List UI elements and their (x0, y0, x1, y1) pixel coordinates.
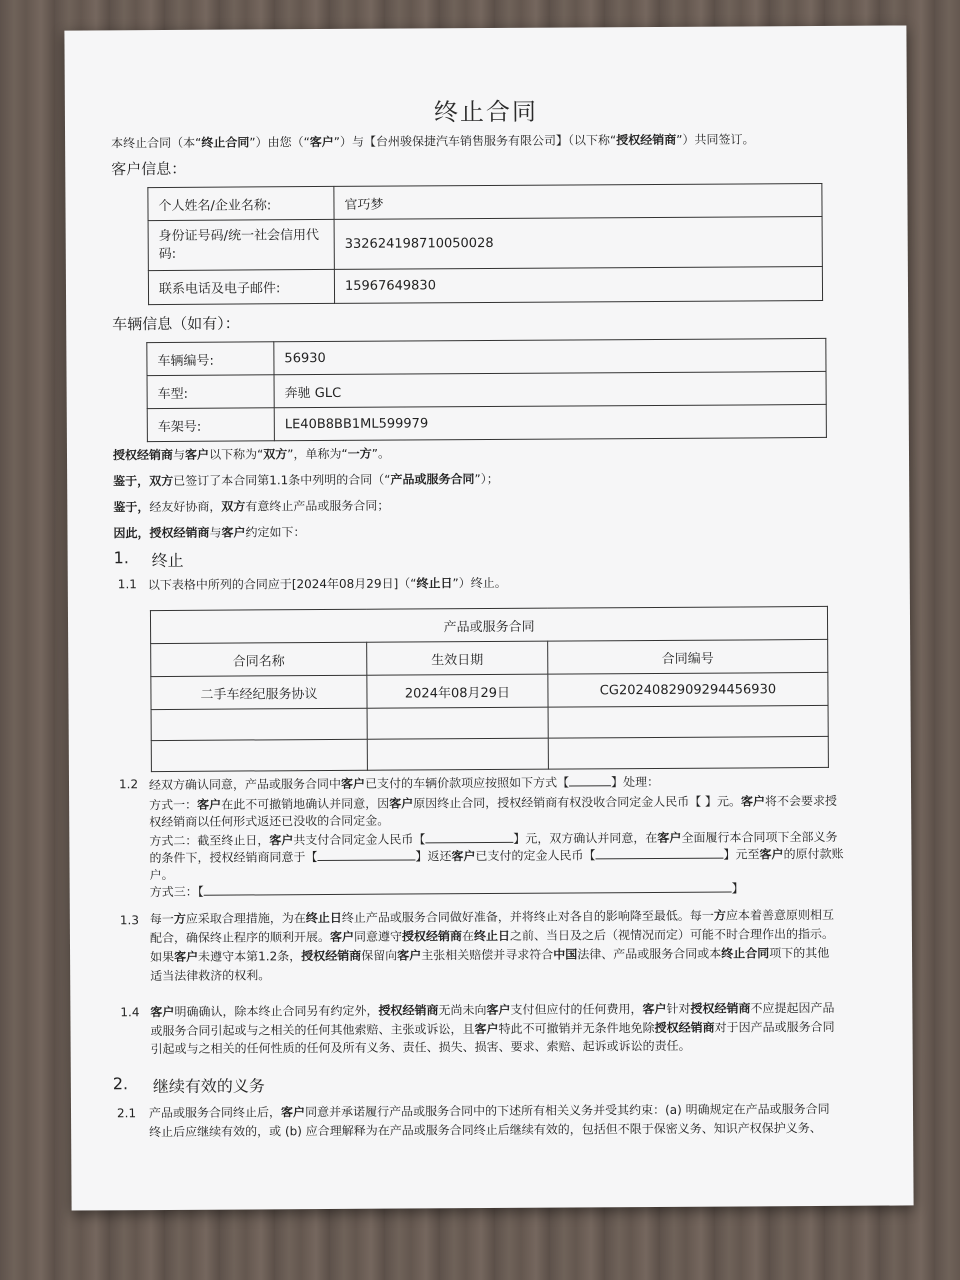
table-row (151, 736, 828, 771)
clause-1-2-method-2: 方式二：截至终止日，客户共支付合同定金人民币【 】元，双方确认并同意，在客户全面履行本合同项下全部义务 (149, 829, 838, 849)
header-effective-date: 生效日期 (367, 641, 548, 675)
customer-id-value: 332624198710050028 (334, 216, 822, 269)
clause-1-4-number: 1.4 (120, 1005, 140, 1020)
recital-whereas-2: 鉴于，经友好协商，双方有意终止产品或服务合同； (113, 498, 390, 515)
cell-empty (367, 707, 548, 739)
vehicle-number-value: 56930 (274, 338, 826, 374)
cell-effective-date: 2024年08月29日 (367, 674, 548, 708)
recital-therefore: 因此，授权经销商与客户约定如下： (113, 525, 306, 541)
customer-info-heading: 客户信息： (111, 159, 187, 179)
recital-whereas-1: 鉴于，双方已签订了本合同第1.1条中列明的合同（“产品或服务合同”）； (113, 471, 499, 489)
section-1-title: 终止 (151, 550, 184, 571)
table-header-row (151, 639, 828, 676)
table-row (148, 183, 822, 220)
vehicle-info-table (146, 338, 827, 442)
cell-empty (367, 738, 548, 770)
table-row (151, 705, 828, 740)
table-row (151, 672, 828, 709)
clause-1-2-method-1-cont: 权经销商以任何形式返还已没收的合同定金。 (149, 813, 390, 830)
clause-1-3-line-3: 如果客户未遵守本第1.2条，授权经销商保留向客户主张相关赔偿并寻求符合中国法律、产品或服务合同或本终止合同项下的其他 (150, 945, 830, 965)
contract-document (64, 25, 913, 1210)
vehicle-model-value: 奔驰 GLC (274, 371, 826, 407)
table-row (147, 371, 826, 408)
cell-contract-number: CG20240829092944569​30 (548, 672, 828, 707)
clause-2-1-number: 2.1 (116, 1106, 137, 1121)
clause-1-2-method-2-end: 户。 (149, 867, 174, 883)
section-2-number: 2. (112, 1074, 129, 1094)
clause-1-3-line-4: 适当法律救济的权利。 (150, 968, 271, 984)
section-1-number: 1. (113, 548, 129, 568)
customer-contact-value: 15967649830 (334, 266, 822, 303)
recital-parties: 授权经销商与客户以下称为“双方”，单称为“一方”。 (112, 446, 390, 463)
customer-id-label: 身份证号码/统一社会信用代码: (148, 219, 334, 270)
clause-2-1-line-2: 终止后应继续有效的，或 (b) 应合理解释为在产品或服务合同终止后继续有效的，包括但不限于保密义务、知识产权保护义务、 (149, 1120, 822, 1140)
customer-name-value: 官巧梦 (334, 183, 822, 219)
vehicle-vin-label: 车架号: (147, 408, 274, 442)
intro-paragraph: 本终止合同（本“终止合同”）由您（“客户”）与【台州骏保捷汽车销售服务有限公司】（以下称“授权经销商”）共同签订。 (111, 132, 755, 151)
clause-1-2-method-3: 方式三：【 】 (149, 881, 744, 900)
vehicle-number-label: 车辆编号: (147, 342, 274, 376)
clause-1-2-method-2-cont: 的条件下，授权经销商同意于【 】返还客户已支付的定金人民币【 】元至客户的原付款账 (149, 846, 844, 866)
clause-1-1-text: 以下表格中所列的合同应于[2024年08月29日]（“终止日”）终止。 (147, 575, 507, 593)
document-title: 终止合同 (433, 97, 538, 127)
clause-1-2-number: 1.2 (118, 777, 139, 792)
header-contract-number: 合同编号 (548, 639, 828, 674)
section-2-title: 继续有效的义务 (152, 1076, 265, 1097)
customer-contact-label: 联系电话及电子邮件: (148, 269, 334, 304)
cell-empty (548, 736, 828, 769)
header-contract-name: 合同名称 (151, 642, 367, 676)
clause-1-1-number: 1.1 (117, 577, 137, 592)
clause-1-4-line-1: 客户明确确认，除本终止合同另有约定外，授权经销商无尚未向客户支付但应付的任何费用，客户针对授权经销商不应提起因产品 (150, 1000, 835, 1020)
customer-info-table (147, 183, 823, 305)
table-caption-row (150, 606, 827, 643)
table-row (147, 404, 826, 441)
customer-name-label: 个人姓名/企业名称: (148, 186, 334, 220)
table-row (148, 266, 822, 304)
contract-list-table (150, 606, 829, 772)
clause-1-3-line-2: 配合，确保终止程序的顺利开展。客户同意遵守授权经销商在终止日之前、当日及之后（视情况而定）可能不时合理作出的指示。 (149, 926, 835, 946)
table-row (148, 216, 822, 270)
vehicle-info-heading: 车辆信息（如有）： (112, 314, 240, 334)
clause-1-4-line-2: 或服务合同引起或与之相关的任何其他索赔、主张或诉讼，且客户特此不可撤销并无条件地免除授权经销商对于因产品或服务合同 (150, 1019, 835, 1039)
clause-2-1-line-1: 产品或服务合同终止后，客户同意并承诺履行产品或服务合同中的下述所有相关义务并受其约束：(a) 明确规定在产品或服务合同 (148, 1101, 830, 1121)
clause-1-3-line-1: 每一方应采取合理措施，为在终止日终止产品或服务合同做好准备，并将终止对各自的影响降至最低。每一方应本着善意原则相互 (149, 907, 834, 927)
cell-empty (151, 708, 367, 740)
cell-contract-name: 二手车经纪服务协议 (151, 675, 367, 709)
cell-empty (548, 705, 828, 738)
cell-empty (151, 739, 367, 771)
vehicle-vin-value: LE40B8BB1ML599979 (274, 404, 826, 440)
contract-table-caption: 产品或服务合同 (150, 606, 827, 643)
clause-1-4-line-3: 引起或与之相关的任何性质的任何及所有义务、责任、损失、损害、要求、索赔、起诉或诉讼的责任。 (150, 1038, 691, 1057)
vehicle-model-label: 车型: (147, 375, 274, 409)
clause-1-2-line-1: 经双方确认同意，产品或服务合同中客户已支付的车辆价款项应按照如下方式【 】处理： (148, 774, 660, 793)
table-row (147, 338, 826, 375)
clause-1-3-number: 1.3 (119, 913, 139, 928)
clause-1-2-method-1: 方式一：客户在此不可撤销地确认并同意，因客户原因终止合同，授权经销商有权没收合同定金人民币【 】元。客户将不会要求授 (149, 793, 838, 813)
